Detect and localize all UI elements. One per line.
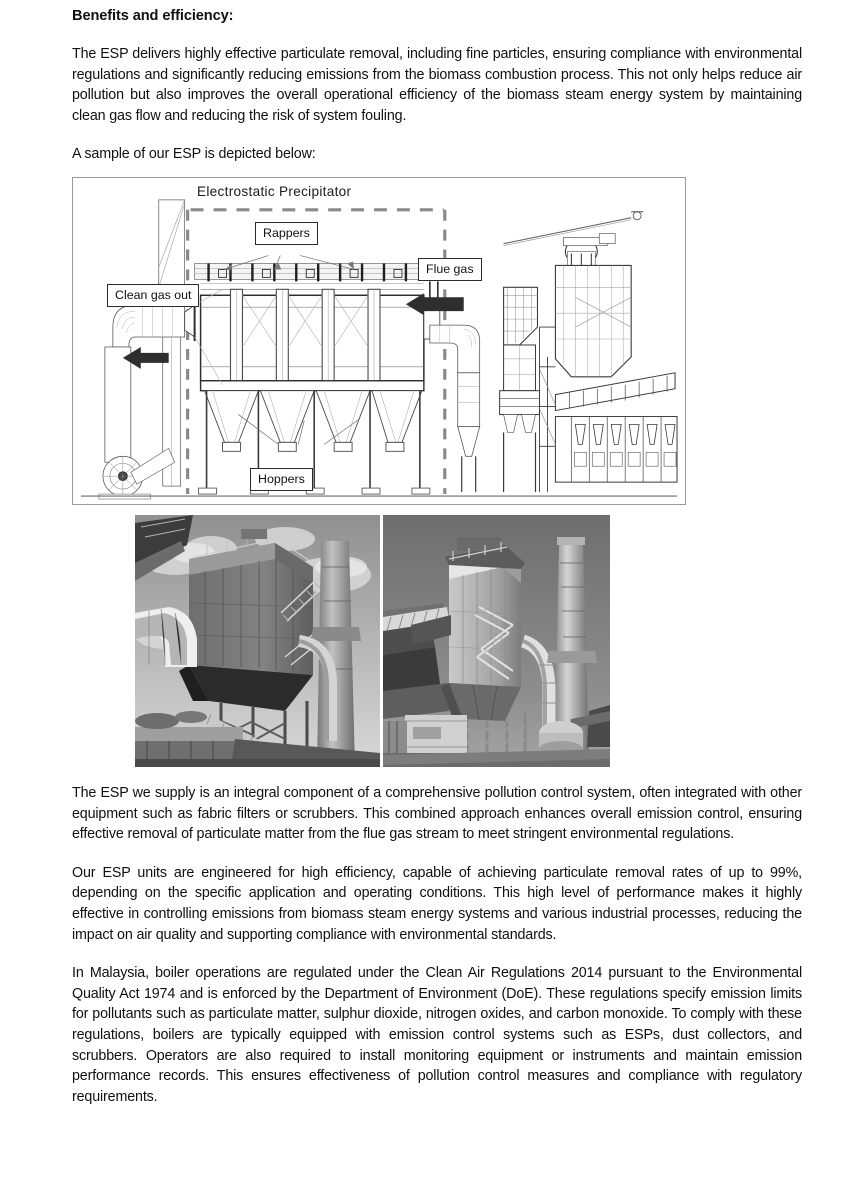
photo-row <box>72 515 686 767</box>
paragraph-lead-in: A sample of our ESP is depicted below: <box>72 146 316 163</box>
esp-photo-right <box>383 515 610 767</box>
diagram-title: Electrostatic Precipitator <box>197 183 352 199</box>
document-content <box>72 8 802 1125</box>
page-title: Benefits and efficiency: <box>72 8 234 24</box>
esp-photo-left-image <box>135 515 380 767</box>
esp-schematic-drawing <box>73 178 685 504</box>
paragraph-efficiency: Our ESP units are engineered for high efficiency, capable of achieving particulate removal rates of up to 99%, depending on the specific application and operating conditions. This high level of performance makes it highly effective in controlling emissions from biomass steam energy systems and various industrial processes, reducing the impact on air quality and supporting compliance with environmental standards. <box>72 864 802 943</box>
paragraph-intro: The ESP delivers highly effective particulate removal, including fine particles, ensuring compliance with environmental regulations and significantly reducing emissions from the biomass combustion process. This not only helps reduce air pollution but also improves the overall operational efficiency of the biomass steam energy system by maintaining clean gas flow and reducing the risk of system fouling. <box>72 46 802 124</box>
paragraph-regulation: In Malaysia, boiler operations are regulated under the Clean Air Regulations 2014 pursuant to the Environmental Quality Act 1974 and is enforced by the Department of Environment (DoE). These regulations specify emission limits for pollutants such as particulate matter, sulphur dioxide, nitrogen oxides, and carbon monoxide. To comply with these regulations, boilers are typically equipped with emission control systems such as ESPs, dust collectors, and scrubbers. Operators are also required to install monitoring equipment or instruments and maintain emission performance records. This ensures effectiveness of pollution control measures and compliance with regulatory requirements. <box>72 965 802 1105</box>
diagram-label-hoppers: Hoppers <box>250 468 313 491</box>
esp-photo-left <box>135 515 380 767</box>
diagram-label-rappers: Rappers <box>255 222 318 245</box>
esp-photo-right-image <box>383 515 610 767</box>
paragraph-integration: The ESP we supply is an integral component of a comprehensive pollution control system, often integrated with other equipment such as fabric filters or scrubbers. This combined approach enhances overall emission control, ensuring effective removal of particulate matter from the flue gas stream to meet stringent environmental regulations. <box>72 784 802 843</box>
diagram-label-flue-gas: Flue gas <box>418 258 482 281</box>
esp-schematic-figure <box>72 177 686 505</box>
diagram-label-clean-gas-out: Clean gas out <box>107 284 199 307</box>
